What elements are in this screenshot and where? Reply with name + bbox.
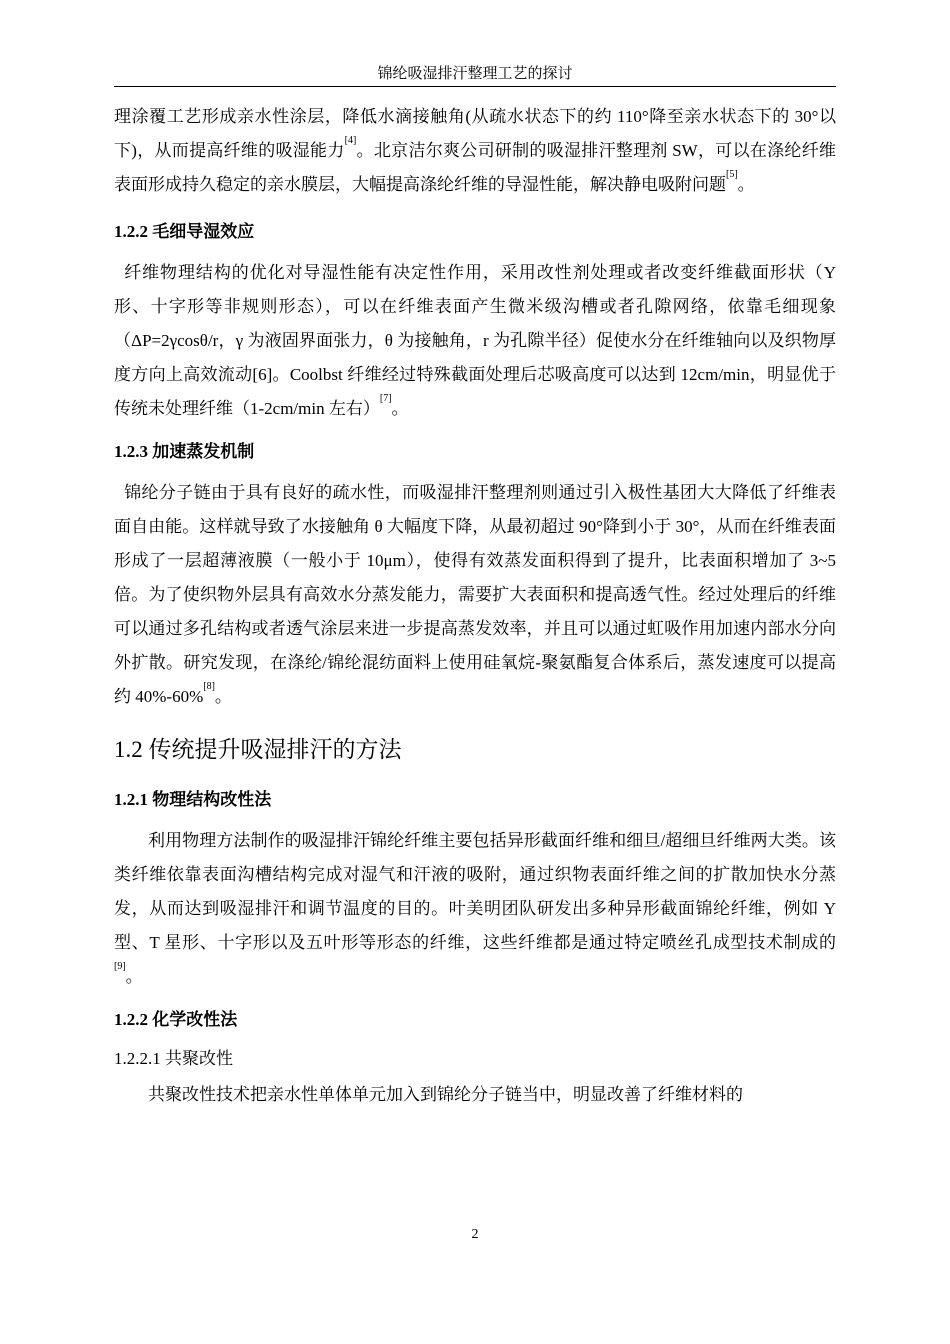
section-heading-physical: 1.2.1 物理结构改性法 (114, 790, 272, 809)
paragraph-evaporation: 锦纶分子链由于具有良好的疏水性，而吸湿排汗整理剂则通过引入极性基团大大降低了纤维表面自由能。这样就导致了水接触角 θ 大幅度下降，从最初超过 90°降到小于 30°，从而在纤维表面形成了一层超薄液膜（一般小于 10μm），使得有效蒸发面积得到了提升，比表面积增加了 3~5 倍。为了使织物外层具有高效水分蒸发能力，需要扩大表面积和提高透气性。经过处理后的纤维可以通过多孔结构或者透气涂层来进一步提高蒸发效率，并且可以通过虹吸作用加速内部水分向外扩散。研究发现，在涤纶/锦纶混纺面料上使用硅氧烷-聚氨酯复合体系后，蒸发速度可以提高约 40%-60%[8]。 (114, 483, 836, 706)
citation-ref[interactable]: [4] (344, 135, 357, 146)
citation-ref[interactable]: [5] (726, 169, 738, 180)
citation-ref[interactable]: [9] (114, 961, 126, 972)
page-body (114, 100, 836, 1112)
subsection-heading-copolymer: 1.2.2.1 共聚改性 (114, 1049, 233, 1068)
section-heading-evaporation: 1.2.3 加速蒸发机制 (114, 442, 255, 461)
citation-ref[interactable]: [7] (379, 393, 392, 404)
chapter-heading-traditional-methods: 1.2 传统提升吸湿排汗的方法 (114, 737, 402, 762)
section-heading-capillary: 1.2.2 毛细导湿效应 (114, 222, 255, 241)
paragraph-continued: 理涂覆工艺形成亲水性涂层，降低水滴接触角(从疏水状态下的约 110°降至亲水状态下的 30°以下)，从而提高纤维的吸湿能力[4]。北京洁尔爽公司研制的吸湿排汗整理剂 SW，可以在涤纶纤维表面形成持久稳定的亲水膜层，大幅提高涤纶纤维的导湿性能，解决静电吸附问题[5]。 (114, 107, 836, 194)
page-number: 2 (471, 1227, 479, 1242)
page-header: 锦纶吸湿排汗整理工艺的探讨 (114, 62, 836, 87)
paragraph-copolymer: 共聚改性技术把亲水性单体单元加入到锦纶分子链当中，明显改善了纤维材料的 (148, 1085, 743, 1104)
paragraph-physical: 利用物理方法制作的吸湿排汗锦纶纤维主要包括异形截面纤维和细旦/超细旦纤维两大类。该类纤维依靠表面沟槽结构完成对湿气和汗液的吸附，通过织物表面纤维之间的扩散加快水分蒸发，从而达到吸湿排汗和调节温度的目的。叶美明团队研发出多种异形截面锦纶纤维，例如 Y 型、T 星形、十字形以及五叶形等形态的纤维，这些纤维都是通过特定喷丝孔成型技术制成的[9]。 (114, 831, 836, 986)
paragraph-capillary: 纤维物理结构的优化对导湿性能有决定性作用，采用改性剂处理或者改变纤维截面形状（Y 形、十字形等非规则形态），可以在纤维表面产生微米级沟槽或者孔隙网络，依靠毛细现象（ΔP=2γcosθ/r，γ 为液固界面张力，θ 为接触角，r 为孔隙半径）促使水分在纤维轴向以及织物厚度方向上高效流动[6]。Coolbst 纤维经过特殊截面处理后芯吸高度可以达到 12cm/min，明显优于传统未处理纤维（1-2cm/min 左右）[7]。 (114, 263, 836, 418)
section-heading-chemical: 1.2.2 化学改性法 (114, 1010, 238, 1029)
citation-ref[interactable]: [8] (203, 681, 215, 692)
